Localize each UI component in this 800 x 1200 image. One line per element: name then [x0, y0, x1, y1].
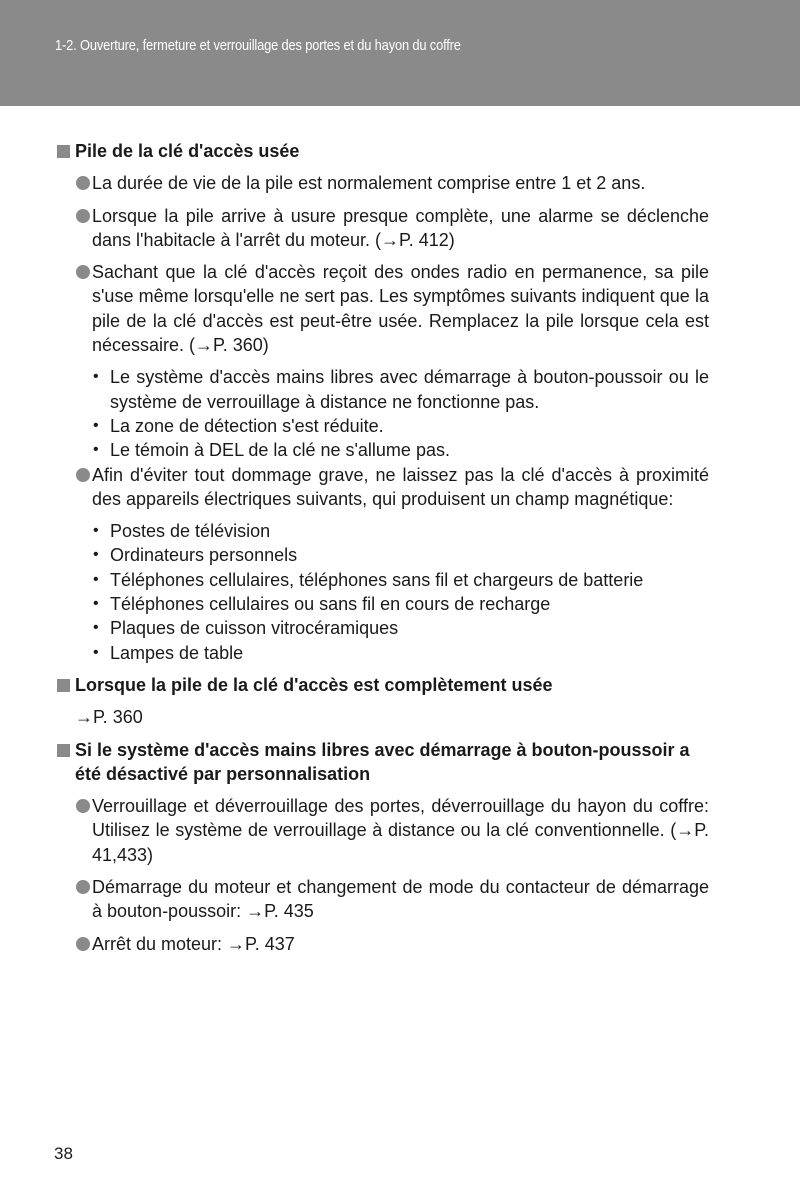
paragraph-text: Sachant que la clé d'accès reçoit des ondes radio en permanence, sa pile s'use même lorsqu'elle ne sert pas. Les symptômes suivants indiquent que la pile de la clé d'accès est peut-être usée. Remplacez la pile lorsque cela est nécessaire. (→P. 360)	[92, 262, 709, 356]
section-heading-battery-depleted	[0, 673, 800, 697]
square-bullet-icon	[57, 145, 70, 158]
list-item: • Le système d'accès mains libres avec démarrage à bouton-poussoir ou le système de verrouillage à distance ne fonctionne pas.	[93, 367, 709, 412]
symptom-list	[0, 365, 800, 462]
section-title: Pile de la clé d'accès usée	[75, 141, 300, 161]
bullet-dot-icon: •	[93, 595, 99, 613]
page-header	[0, 0, 800, 106]
paragraph-text: Démarrage du moteur et changement de mode du contacteur de démarrage à bouton-poussoir: →P. 435	[92, 877, 709, 922]
bullet-dot-icon: •	[93, 441, 99, 459]
list-item: • Postes de télévision	[0, 519, 709, 543]
page-number: 38	[54, 1144, 73, 1163]
round-bullet-icon	[76, 937, 90, 951]
paragraph	[0, 260, 709, 357]
paragraph	[0, 204, 709, 253]
page-reference: →P. 360	[75, 707, 143, 728]
round-bullet-icon	[76, 176, 90, 190]
bullet-dot-icon: •	[93, 368, 99, 386]
breadcrumb: 1-2. Ouverture, fermeture et verrouillage des portes et du hayon du coffre	[55, 37, 461, 54]
square-bullet-icon	[57, 679, 70, 692]
paragraph-text: Arrêt du moteur: →P. 437	[92, 933, 295, 954]
section-title: Lorsque la pile de la clé d'accès est complètement usée	[75, 674, 553, 695]
paragraph-text: Afin d'éviter tout dommage grave, ne laissez pas la clé d'accès à proximité des appareils électriques suivants, qui produisent un champ magnétique:	[92, 464, 709, 509]
paragraph-text: La durée de vie de la pile est normalement comprise entre 1 et 2 ans.	[92, 173, 646, 194]
bullet-dot-icon: •	[93, 619, 99, 637]
list-item: • Ordinateurs personnels	[0, 543, 709, 567]
device-list	[0, 519, 800, 665]
page-content	[0, 139, 800, 964]
paragraph-text: Lorsque la pile arrive à usure presque complète, une alarme se déclenche dans l'habitacle à l'arrêt du moteur. (→P. 412)	[92, 205, 709, 250]
paragraph-text: Verrouillage et déverrouillage des portes, déverrouillage du hayon du coffre: Utilisez le système de verrouillage à distance ou la clé conventionnelle. (→P. 41,433)	[92, 796, 709, 865]
bullet-dot-icon: •	[93, 643, 99, 661]
list-item: • La zone de détection s'est réduite.	[0, 414, 709, 438]
list-item: • Téléphones cellulaires, téléphones sans fil et chargeurs de batterie	[0, 568, 709, 592]
bullet-dot-icon: •	[93, 416, 99, 434]
round-bullet-icon	[76, 265, 90, 279]
section-heading-system-deactivated	[0, 738, 800, 787]
paragraph	[0, 171, 709, 195]
list-item: • Lampes de table	[0, 641, 709, 665]
bullet-dot-icon: •	[93, 546, 99, 564]
paragraph	[0, 463, 709, 512]
list-item: • Plaques de cuisson vitrocéramiques	[0, 616, 709, 640]
section-heading-battery-worn	[0, 139, 800, 163]
list-item: • Le témoin à DEL de la clé ne s'allume pas.	[0, 438, 709, 462]
list-item: • Téléphones cellulaires ou sans fil en cours de recharge	[0, 592, 709, 616]
square-bullet-icon	[57, 744, 70, 757]
bullet-dot-icon: •	[93, 522, 99, 540]
paragraph	[0, 875, 709, 924]
paragraph	[0, 794, 709, 867]
section-title: Si le système d'accès mains libres avec démarrage à bouton-poussoir a été désactivé par personnalisation	[75, 739, 690, 784]
round-bullet-icon	[76, 799, 90, 813]
bullet-dot-icon: •	[93, 570, 99, 588]
round-bullet-icon	[76, 209, 90, 223]
paragraph	[0, 932, 709, 956]
round-bullet-icon	[76, 468, 90, 482]
round-bullet-icon	[76, 880, 90, 894]
